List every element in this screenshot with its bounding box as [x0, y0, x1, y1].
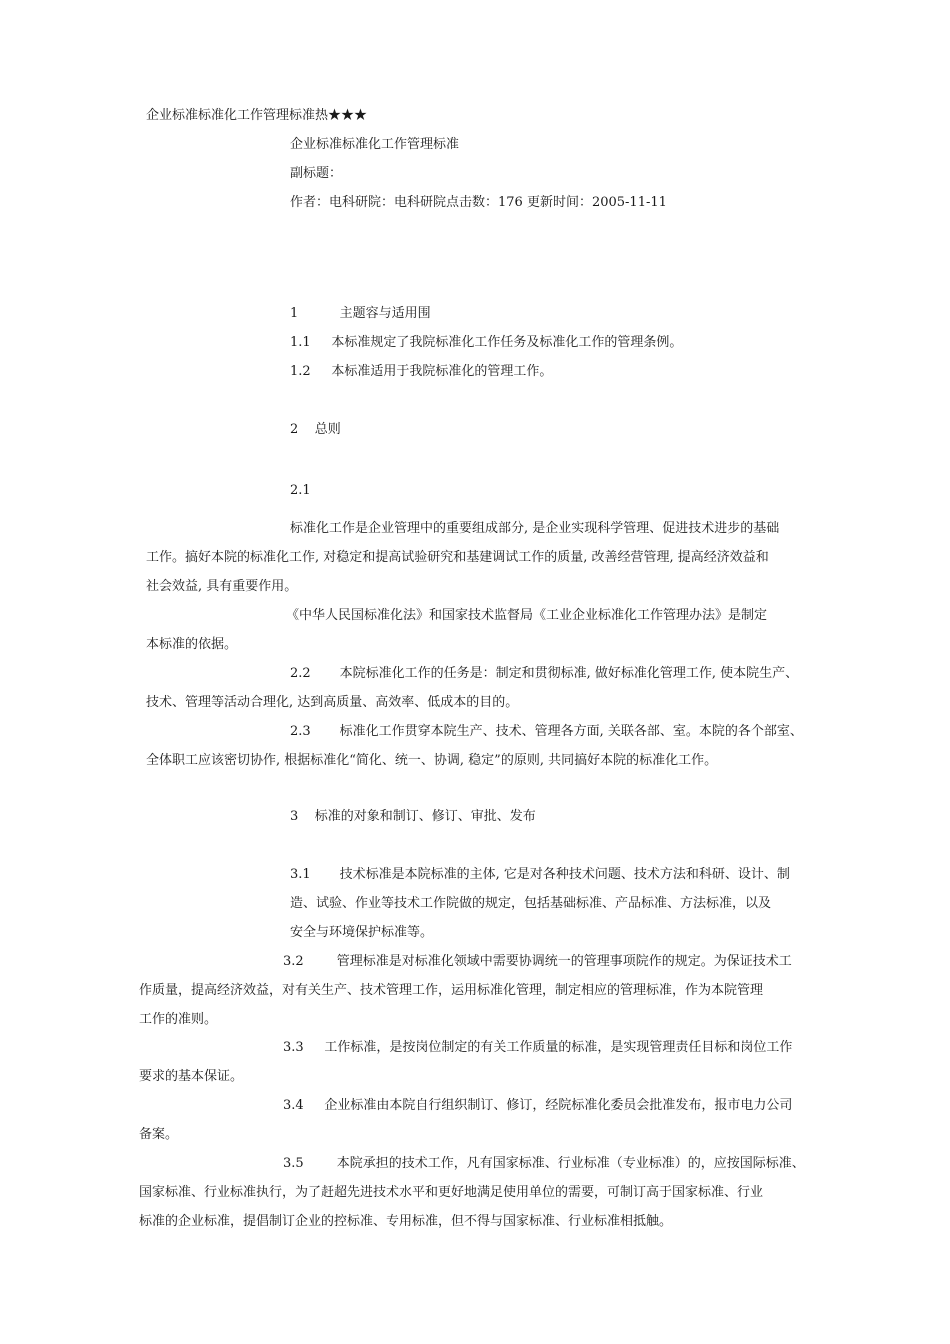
section-2-heading: 2 总则	[290, 422, 341, 437]
para-3-2-line: 作质量，提高经济效益，对有关生产、技术管理工作，运用标准化管理，制定相应的管理标准，作为本院管理	[139, 983, 764, 998]
para-2-1-number: 2.1	[290, 483, 311, 498]
doc-title: 企业标准标准化工作管理标准	[290, 137, 460, 152]
para-2-1-line: 社会效益, 具有重要作用。	[146, 579, 298, 594]
para-2-1-line: 标准化工作是企业管理中的重要组成部分, 是企业实现科学管理、促进技术进步的基础	[290, 521, 780, 536]
para-3-5-line: 标准的企业标准，提倡制订企业的控标准、专用标准，但不得与国家标准、行业标准相抵触。	[139, 1214, 673, 1229]
para-3-3-line: 要求的基本保证。	[139, 1069, 244, 1084]
para-3-4-line: 3.4 企业标准由本院自行组织制订、修订，经院标准化委员会批准发布，报市电力公司	[283, 1098, 793, 1113]
section-3-heading: 3 标准的对象和制订、修订、审批、发布	[290, 809, 536, 824]
doc-subtitle: 副标题：	[290, 166, 343, 181]
para-3-2-line: 3.2 管理标准是对标准化领域中需要协调统一的管理事项院作的规定。为保证技术工	[283, 954, 792, 969]
para-3-5-line: 3.5 本院承担的技术工作，凡有国家标准、行业标准（专业标准）的，应按国际标准、	[283, 1156, 805, 1171]
para-3-1-line: 安全与环境保护标准等。	[290, 925, 434, 940]
para-2-2-line: 2.2 本院标准化工作的任务是：制定和贯彻标准, 做好标准化管理工作, 使本院生产、	[290, 666, 799, 681]
top-title: 企业标准标准化工作管理标准热★★★	[146, 108, 368, 123]
para-3-3-line: 3.3 工作标准，是按岗位制定的有关工作质量的标准，是实现管理责任目标和岗位工作	[283, 1040, 793, 1055]
para-2-law-line: 《中华人民国标准化法》和国家技术监督局《工业企业标准化工作管理办法》是制定	[286, 608, 768, 623]
para-3-1-line: 造、试验、作业等技术工作院做的规定，包括基础标准、产品标准、方法标准，以及	[290, 896, 772, 911]
section-1-heading: 1 主题容与适用围	[290, 306, 431, 321]
para-2-law-line: 本标准的依据。	[146, 637, 238, 652]
para-2-3-line: 全体职工应该密切协作, 根据标准化“简化、统一、协调, 稳定”的原则, 共同搞好本院的标准化工作。	[146, 753, 718, 768]
para-1-1: 1.1 本标准规定了我院标准化工作任务及标准化工作的管理条例。	[290, 335, 683, 350]
para-2-2-line: 技术、管理等活动合理化, 达到高质量、高效率、低成本的目的。	[146, 695, 519, 710]
para-3-4-line: 备案。	[139, 1127, 179, 1142]
para-3-5-line: 国家标准、行业标准执行，为了赶超先进技术水平和更好地满足使用单位的需要，可制订高于国家标准、行业	[139, 1185, 764, 1200]
doc-meta: 作者：电科研院：电科研院点击数：176 更新时间：2005-11-11	[290, 195, 667, 210]
para-2-1-line: 工作。搞好本院的标准化工作, 对稳定和提高试验研究和基建调试工作的质量, 改善经营管理, 提高经济效益和	[146, 550, 769, 565]
para-3-1-line: 3.1 技术标准是本院标准的主体, 它是对各种技术问题、技术方法和科研、设计、制	[290, 867, 790, 882]
para-3-2-line: 工作的准则。	[139, 1012, 218, 1027]
para-1-2: 1.2 本标准适用于我院标准化的管理工作。	[290, 364, 553, 379]
para-2-3-line: 2.3 标准化工作贯穿本院生产、技术、管理各方面, 关联各部、室。本院的各个部室、	[290, 724, 803, 739]
